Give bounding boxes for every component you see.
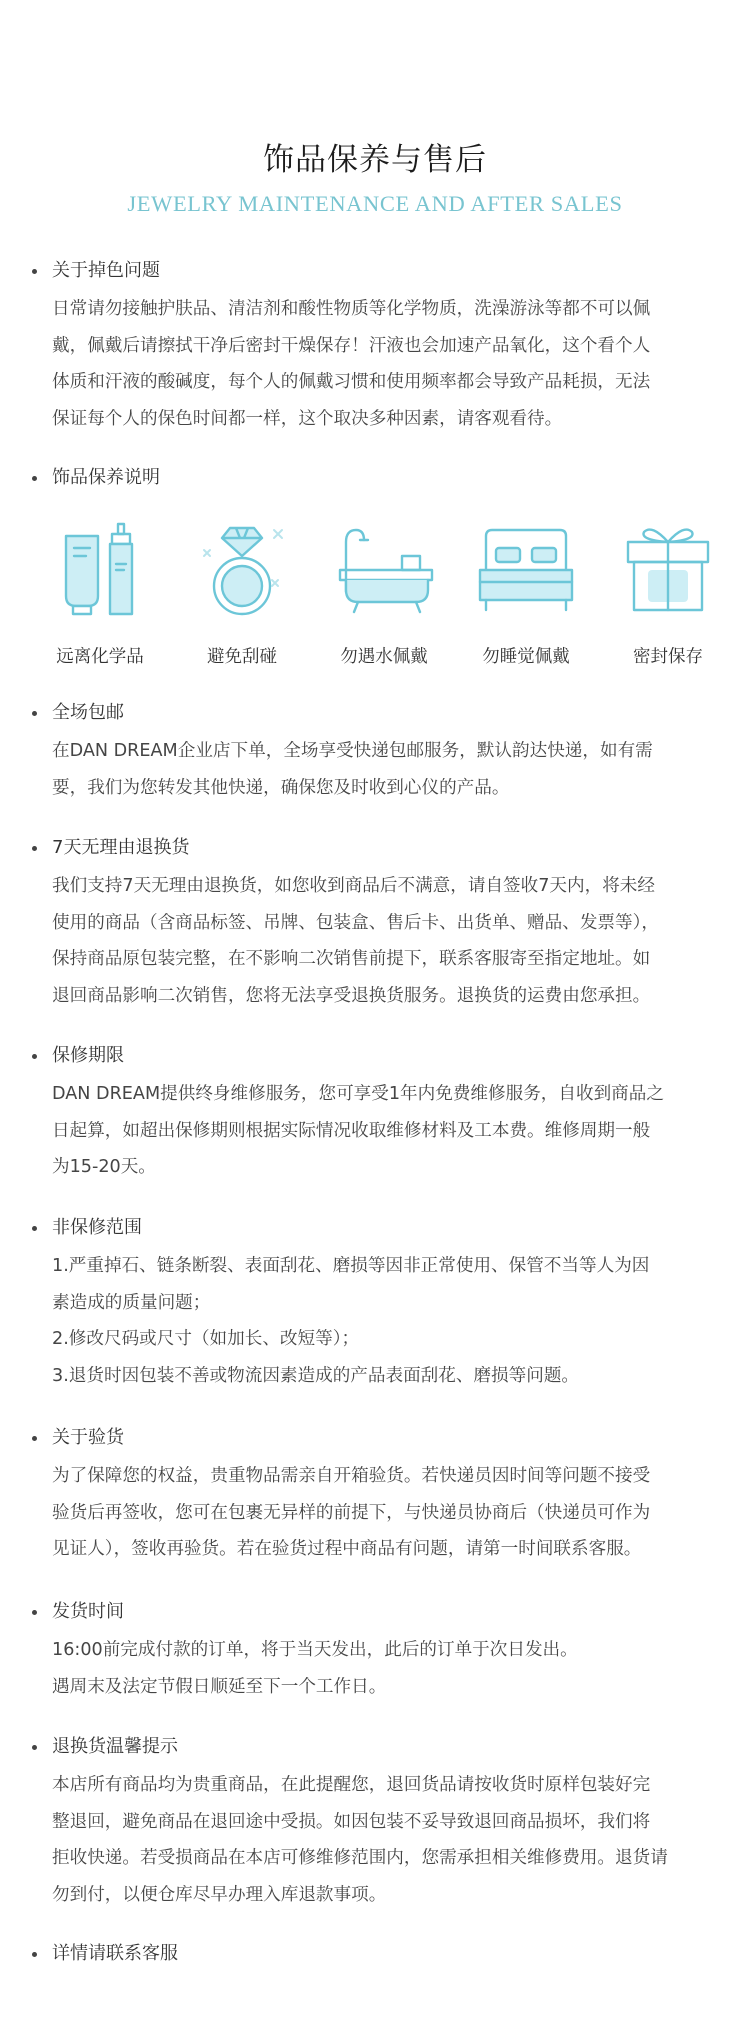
- care-item-water: [314, 520, 454, 668]
- text-line: 2.修改尺码或尺寸（如加长、改短等）；: [52, 1329, 360, 1349]
- care-label: 密封保存: [633, 647, 703, 667]
- bed-icon: [466, 520, 586, 620]
- bullet-dot: [32, 1952, 37, 1957]
- gift-box-icon: [608, 520, 728, 620]
- bullet-dot: [32, 1745, 37, 1750]
- chemical-bottles-icon: [40, 520, 160, 620]
- text-line: 16:00前完成付款的订单，将于当天发出，此后的订单于次日发出。: [52, 1640, 578, 1660]
- text-line: 戴，佩戴后请擦拭干净后密封干燥保存！汗液也会加速产品氧化，这个看个人: [52, 335, 651, 356]
- text-line: 本店所有商品均为贵重商品，在此提醒您，退回货品请按收货时原样包装好完: [52, 1775, 651, 1795]
- page-subtitle: JEWELRY MAINTENANCE AND AFTER SALES: [127, 191, 623, 216]
- section-title: 饰品保养说明: [52, 467, 160, 488]
- section-title: 详情请联系客服: [52, 1943, 178, 1964]
- bullet-dot: [32, 1054, 37, 1059]
- text-line: 日起算，如超出保修期则根据实际情况收取维修材料及工本费。维修周期一般: [52, 1120, 651, 1141]
- section-body: [52, 291, 704, 437]
- section-title: 非保修范围: [52, 1217, 142, 1238]
- section-title: 关于验货: [52, 1427, 124, 1448]
- section-title: 7天无理由退换货: [52, 837, 190, 858]
- text-line: 整退回，避免商品在退回途中受损。如因包装不妥导致退回商品损坏，我们将: [52, 1811, 651, 1832]
- text-line: 勿到付，以便仓库尽早办理入库退款事项。: [52, 1884, 387, 1905]
- text-line: 体质和汗液的酸碱度，每个人的佩戴习惯和使用频率都会导致产品耗损，无法: [52, 372, 651, 392]
- page-header: [0, 140, 750, 218]
- care-item-sleep: [456, 520, 596, 668]
- text-line: 见证人），签收再验货。若在验货过程中商品有问题，请第一时间联系客服。: [52, 1539, 642, 1559]
- bullet-dot: [32, 1226, 37, 1231]
- care-item-sealed: [598, 520, 738, 668]
- bullet-dot: [32, 476, 37, 481]
- text-line: 使用的商品（含商品标签、吊牌、包装盒、售后卡、出货单、赠品、发票等），: [52, 912, 659, 933]
- page-title: 饰品保养与售后: [263, 142, 487, 178]
- care-label: 勿遇水佩戴: [340, 647, 428, 667]
- text-line: 为15-20天。: [52, 1157, 156, 1177]
- text-line: 遇周末及法定节假日顺延至下一个工作日。: [52, 1676, 387, 1697]
- bathtub-icon: [324, 520, 444, 620]
- section-title: 全场包邮: [52, 702, 124, 723]
- section-body: [52, 1076, 704, 1186]
- bullet-dot: [32, 269, 37, 274]
- bullet-dot: [32, 1436, 37, 1441]
- text-line: 在DAN DREAM企业店下单，全场享受快递包邮服务，默认韵达快递，如有需: [52, 741, 653, 761]
- text-line: 退回商品影响二次销售，您将无法享受退换货服务。退换货的运费由您承担。: [52, 985, 651, 1006]
- bullet-dot: [32, 711, 37, 716]
- care-label: 远离化学品: [56, 647, 144, 667]
- text-line: 3.退货时因包装不善或物流因素造成的产品表面刮花、磨损等问题。: [52, 1365, 580, 1386]
- section-body: [52, 1632, 704, 1705]
- section-title: 发货时间: [52, 1601, 124, 1622]
- text-line: 要，我们为您转发其他快递，确保您及时收到心仪的产品。: [52, 777, 510, 798]
- bullet-dot: [32, 846, 37, 851]
- text-line: 日常请勿接触护肤品、清洁剂和酸性物质等化学物质，洗澡游泳等都不可以佩: [52, 299, 651, 319]
- text-line: 保持商品原包装完整，在不影响二次销售前提下，联系客服寄至指定地址。如: [52, 949, 651, 969]
- text-line: 我们支持7天无理由退换货，如您收到商品后不满意，请自签收7天内，将未经: [52, 876, 655, 896]
- text-line: 1.严重掉石、链条断裂、表面刮花、磨损等因非正常使用、保管不当等人为因: [52, 1256, 650, 1276]
- text-line: 素造成的质量问题；: [52, 1292, 211, 1313]
- text-line: 验货后再签收，您可在包裹无异样的前提下，与快递员协商后（快递员可作为: [52, 1502, 651, 1523]
- section-body: [52, 1458, 704, 1568]
- bullet-dot: [32, 1610, 37, 1615]
- care-item-ring: [172, 520, 312, 668]
- care-icons-row: [0, 520, 750, 667]
- diamond-ring-icon: [182, 520, 302, 620]
- text-line: 为了保障您的权益，贵重物品需亲自开箱验货。若快递员因时间等问题不接受: [52, 1466, 651, 1486]
- section-title: 关于掉色问题: [52, 260, 160, 281]
- care-item-chemicals: [30, 520, 170, 668]
- section-body: [52, 1767, 704, 1913]
- section-title: 退换货温馨提示: [52, 1736, 178, 1757]
- text-line: 拒收快递。若受损商品在本店可修维修范围内，您需承担相关维修费用。退货请: [52, 1848, 668, 1868]
- care-label: 避免刮碰: [207, 647, 277, 667]
- care-label: 勿睡觉佩戴: [482, 647, 570, 667]
- section-body: [52, 733, 704, 806]
- text-line: 保证每个人的保色时间都一样，这个取决多种因素，请客观看待。: [52, 408, 563, 429]
- section-title: 保修期限: [52, 1045, 124, 1066]
- section-body: [52, 868, 704, 1014]
- text-line: DAN DREAM提供终身维修服务，您可享受1年内免费维修服务，自收到商品之: [52, 1084, 664, 1104]
- section-body: [52, 1248, 704, 1394]
